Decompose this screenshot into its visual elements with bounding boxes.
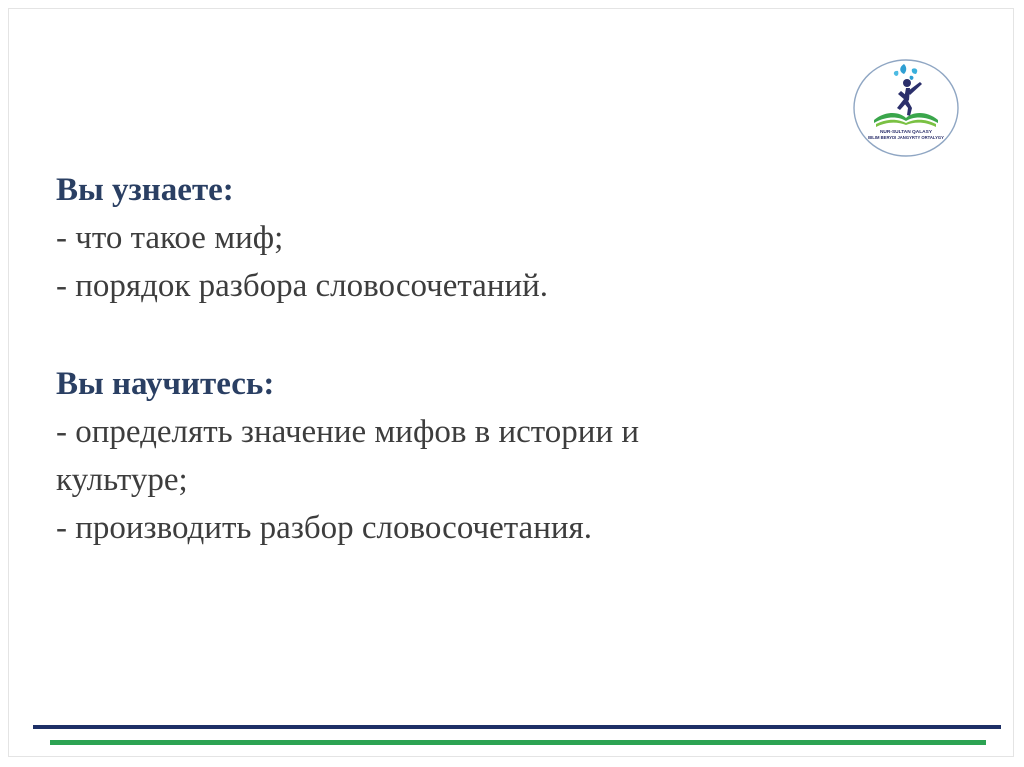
- footer-rule-green: [50, 740, 986, 745]
- section-heading-skills: Вы научитесь:: [56, 366, 275, 402]
- footer-rule-blue: [33, 725, 1001, 729]
- logo-text-line1: NUR-SULTAN QALASY: [879, 130, 933, 135]
- list-item: - что такое миф;: [56, 220, 284, 256]
- slide-content: [56, 166, 816, 552]
- section-heading-learn: Вы узнаете:: [56, 172, 234, 208]
- list-item: культуре;: [56, 462, 188, 498]
- list-item: - производить разбор словосочетания.: [56, 510, 592, 546]
- list-item: - порядок разбора словосочетаний.: [56, 268, 549, 304]
- list-item: - определять значение мифов в истории и: [56, 414, 640, 450]
- section-spacer: [56, 310, 816, 360]
- organization-logo: [852, 58, 960, 158]
- logo-text-line2: BILIM BERYDI JANGYRTY ORTALYGY: [868, 135, 944, 140]
